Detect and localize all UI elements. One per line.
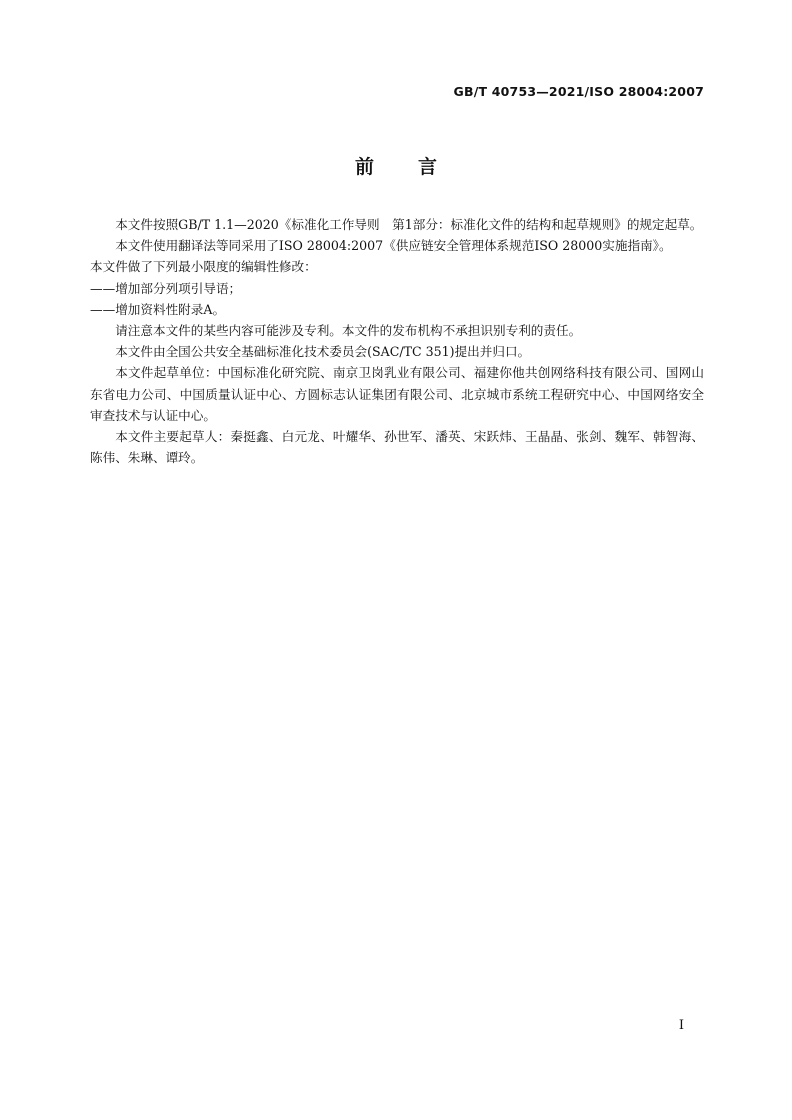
paragraph-adoption: 本文件使用翻译法等同采用了ISO 28004:2007《供应链安全管理体系规范ISO 28000实施指南》。 <box>115 238 672 254</box>
paragraph-patent-notice: 请注意本文件的某些内容可能涉及专利。本文件的发布机构不承担识别专利的责任。 <box>115 323 582 339</box>
paragraph-modifications-intro: 本文件做了下列最小限度的编辑性修改： <box>90 259 317 275</box>
standard-number: GB/T 40753—2021/ISO 28004:2007 <box>453 84 704 99</box>
paragraph-committee: 本文件由全国公共安全基础标准化技术委员会(SAC/TC 351)提出并归口。 <box>115 344 531 360</box>
list-item-modification-2: ——增加资料性附录A。 <box>90 301 226 317</box>
page-number: I <box>678 1018 684 1033</box>
list-item-modification-1: ——增加部分列项引导语； <box>90 280 242 296</box>
paragraph-drafting-rules: 本文件按照GB/T 1.1—2020《标准化工作导则 第1部分：标准化文件的结构和起草规则》的规定起草。 <box>115 217 703 232</box>
paragraph-drafters: 本文件主要起草人：秦挺鑫、白元龙、叶耀华、孙世军、潘英、宋跃炜、王晶晶、张剑、魏军、韩智海、陈伟、朱琳、谭玲。 <box>90 429 704 466</box>
page-title: 前言 <box>354 156 481 178</box>
paragraph-drafting-units: 本文件起草单位：中国标准化研究院、南京卫岗乳业有限公司、福建你他共创网络科技有限公司、国网山东省电力公司、中国质量认证中心、方圆标志认证集团有限公司、北京城市系统工程研究中心、中国网络安全审查技术与认证中心。 <box>90 365 704 423</box>
foreword-body <box>90 214 704 468</box>
